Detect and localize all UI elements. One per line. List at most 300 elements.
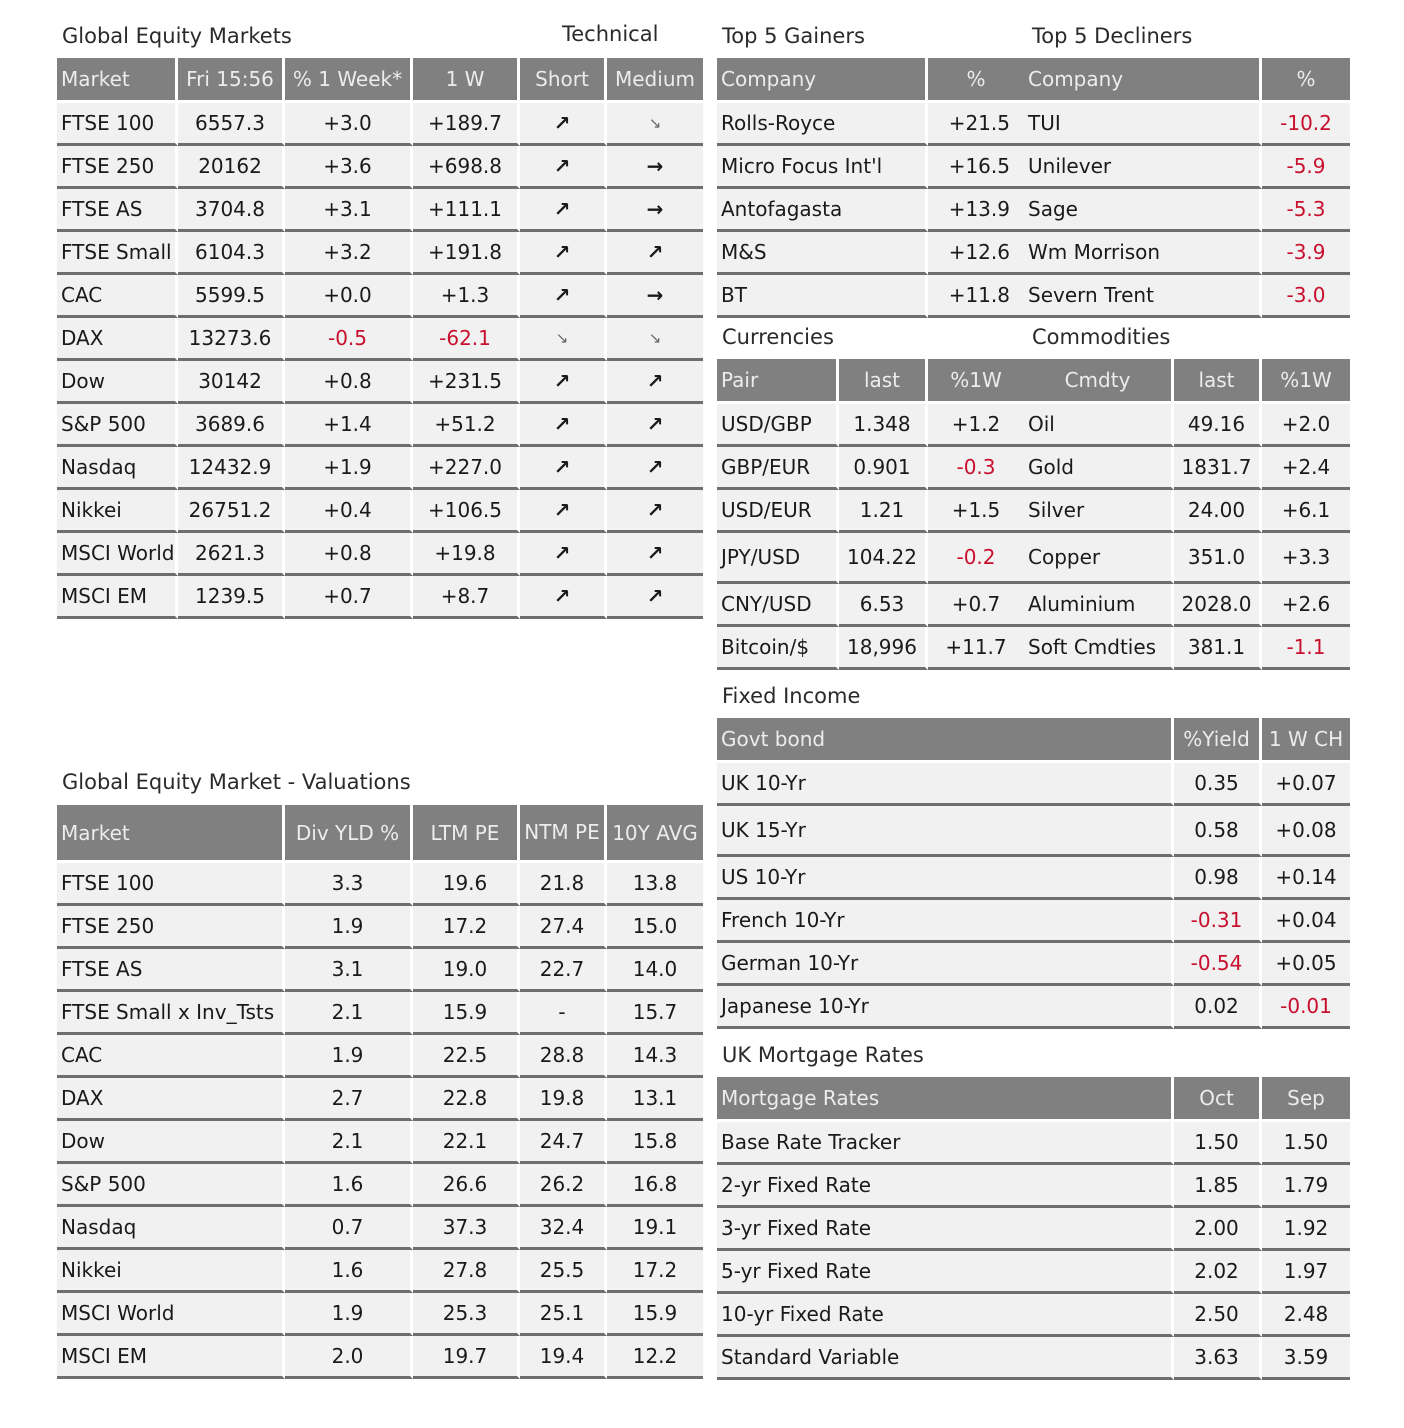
header-cmdty: Cmdty — [1024, 359, 1174, 404]
pct-week-cell: +1.9 — [285, 447, 413, 490]
market-name: Nikkei — [57, 1250, 285, 1293]
last-cell: 18,996 — [839, 627, 928, 670]
avg-10y-cell: 13.1 — [607, 1078, 703, 1121]
ltm-pe-cell: 17.2 — [413, 906, 520, 949]
table-row — [1024, 533, 1350, 584]
company-name: Unilever — [1024, 146, 1262, 189]
div-yld-cell: 3.1 — [285, 949, 413, 992]
avg-10y-cell: 15.8 — [607, 1121, 703, 1164]
sep-cell: 1.97 — [1262, 1251, 1350, 1294]
equity-table — [57, 58, 703, 619]
commodities-title: Commodities — [1032, 325, 1171, 349]
one-week-cell: +106.5 — [413, 490, 520, 533]
company-name: Severn Trent — [1024, 275, 1262, 318]
header-last: last — [839, 359, 928, 404]
commodity-name: Soft Cmdties — [1024, 627, 1174, 670]
short-trend-icon: ↘ — [520, 318, 607, 361]
ltm-pe-cell: 19.0 — [413, 949, 520, 992]
last-cell: 49.16 — [1174, 404, 1262, 447]
pct-cell: -5.3 — [1262, 189, 1350, 232]
table-row — [717, 490, 1024, 533]
one-week-cell: -62.1 — [413, 318, 520, 361]
last-cell: 1.348 — [839, 404, 928, 447]
market-name: CAC — [57, 1035, 285, 1078]
last-cell: 1.21 — [839, 490, 928, 533]
technical-title: Technical — [562, 22, 659, 46]
table-row — [717, 1251, 1350, 1294]
header-medium: Medium — [607, 58, 703, 103]
price-cell: 12432.9 — [178, 447, 285, 490]
bond-name: UK 15-Yr — [717, 806, 1174, 857]
pct-1w-cell: -1.1 — [1262, 627, 1350, 670]
decliners-table — [1024, 58, 1350, 318]
ntm-pe-cell: 22.7 — [520, 949, 607, 992]
header-1w-ch: 1 W CH — [1262, 718, 1350, 763]
avg-10y-cell: 12.2 — [607, 1336, 703, 1379]
table-row — [717, 146, 1024, 189]
pct-week-cell: +1.4 — [285, 404, 413, 447]
header-mortgage-rates: Mortgage Rates — [717, 1077, 1174, 1122]
table-row — [57, 404, 703, 447]
header-company: Company — [717, 58, 928, 103]
ltm-pe-cell: 26.6 — [413, 1164, 520, 1207]
table-row — [1024, 627, 1350, 670]
medium-trend-icon: ↗ — [607, 490, 703, 533]
commodity-name: Aluminium — [1024, 584, 1174, 627]
table-row — [57, 906, 703, 949]
yield-cell: -0.54 — [1174, 943, 1262, 986]
market-name: FTSE 100 — [57, 863, 285, 906]
market-name: CAC — [57, 275, 178, 318]
div-yld-cell: 1.6 — [285, 1250, 413, 1293]
currencies-title: Currencies — [722, 325, 834, 349]
header-div-yld: Div YLD % — [285, 805, 413, 863]
table-row — [717, 275, 1024, 318]
market-name: MSCI World — [57, 533, 178, 576]
table-row — [1024, 447, 1350, 490]
gainers-title: Top 5 Gainers — [722, 24, 865, 48]
medium-trend-icon: → — [607, 275, 703, 318]
header-1w: 1 W — [413, 58, 520, 103]
table-row — [717, 447, 1024, 490]
div-yld-cell: 3.3 — [285, 863, 413, 906]
pct-cell: -5.9 — [1262, 146, 1350, 189]
pct-cell: -10.2 — [1262, 103, 1350, 146]
ntm-pe-cell: 24.7 — [520, 1121, 607, 1164]
table-row — [57, 447, 703, 490]
market-name: MSCI EM — [57, 576, 178, 619]
pct-week-cell: +0.8 — [285, 533, 413, 576]
mortgage-title: UK Mortgage Rates — [722, 1043, 924, 1067]
market-name: DAX — [57, 318, 178, 361]
header-pct: % — [928, 58, 1024, 103]
market-name: FTSE Small x Inv_Tsts — [57, 992, 285, 1035]
one-week-change-cell: +0.08 — [1262, 806, 1350, 857]
avg-10y-cell: 16.8 — [607, 1164, 703, 1207]
commodity-name: Copper — [1024, 533, 1174, 584]
medium-trend-icon: ↗ — [607, 404, 703, 447]
market-name: Dow — [57, 1121, 285, 1164]
pct-1w-cell: +11.7 — [928, 627, 1024, 670]
mortgage-type: 3-yr Fixed Rate — [717, 1208, 1174, 1251]
market-name: Nasdaq — [57, 1207, 285, 1250]
short-trend-icon: ↗ — [520, 232, 607, 275]
oct-cell: 1.50 — [1174, 1122, 1262, 1165]
pair-name: Bitcoin/$ — [717, 627, 839, 670]
ltm-pe-cell: 15.9 — [413, 992, 520, 1035]
oct-cell: 2.00 — [1174, 1208, 1262, 1251]
table-row — [57, 275, 703, 318]
market-name: Dow — [57, 361, 178, 404]
currencies-table — [717, 359, 1024, 670]
one-week-cell: +111.1 — [413, 189, 520, 232]
avg-10y-cell: 17.2 — [607, 1250, 703, 1293]
ltm-pe-cell: 37.3 — [413, 1207, 520, 1250]
table-row — [717, 986, 1350, 1029]
oct-cell: 1.85 — [1174, 1165, 1262, 1208]
table-row — [717, 900, 1350, 943]
oct-cell: 3.63 — [1174, 1337, 1262, 1380]
pct-1w-cell: -0.3 — [928, 447, 1024, 490]
header-ntm-pe: NTM PE — [520, 805, 607, 863]
table-row — [57, 361, 703, 404]
one-week-cell: +231.5 — [413, 361, 520, 404]
avg-10y-cell: 19.1 — [607, 1207, 703, 1250]
table-row — [57, 863, 703, 906]
table-row — [57, 189, 703, 232]
one-week-cell: +191.8 — [413, 232, 520, 275]
avg-10y-cell: 13.8 — [607, 863, 703, 906]
pct-cell: +21.5 — [928, 103, 1024, 146]
short-trend-icon: ↗ — [520, 447, 607, 490]
bond-name: US 10-Yr — [717, 857, 1174, 900]
table-row — [57, 992, 703, 1035]
table-row — [57, 1164, 703, 1207]
sep-cell: 1.50 — [1262, 1122, 1350, 1165]
ltm-pe-cell: 19.7 — [413, 1336, 520, 1379]
div-yld-cell: 2.1 — [285, 1121, 413, 1164]
mortgage-type: 10-yr Fixed Rate — [717, 1294, 1174, 1337]
table-row — [717, 763, 1350, 806]
table-row — [717, 1122, 1350, 1165]
price-cell: 3689.6 — [178, 404, 285, 447]
pct-1w-cell: +1.5 — [928, 490, 1024, 533]
header-sep: Sep — [1262, 1077, 1350, 1122]
pct-1w-cell: +0.7 — [928, 584, 1024, 627]
medium-trend-icon: ↗ — [607, 533, 703, 576]
last-cell: 24.00 — [1174, 490, 1262, 533]
price-cell: 13273.6 — [178, 318, 285, 361]
company-name: Wm Morrison — [1024, 232, 1262, 275]
pct-1w-cell: -0.2 — [928, 533, 1024, 584]
table-row — [57, 1207, 703, 1250]
market-name: S&P 500 — [57, 404, 178, 447]
medium-trend-icon: → — [607, 146, 703, 189]
table-row — [1024, 146, 1350, 189]
one-week-cell: +227.0 — [413, 447, 520, 490]
last-cell: 2028.0 — [1174, 584, 1262, 627]
pair-name: CNY/USD — [717, 584, 839, 627]
commodities-table — [1024, 359, 1350, 670]
pct-week-cell: +0.7 — [285, 576, 413, 619]
medium-trend-icon: ↘ — [607, 318, 703, 361]
pct-week-cell: +3.0 — [285, 103, 413, 146]
header-market: Market — [57, 58, 178, 103]
market-name: FTSE 250 — [57, 146, 178, 189]
decliners-title: Top 5 Decliners — [1032, 24, 1193, 48]
short-trend-icon: ↗ — [520, 490, 607, 533]
one-week-cell: +189.7 — [413, 103, 520, 146]
table-row — [717, 533, 1024, 584]
one-week-cell: +51.2 — [413, 404, 520, 447]
avg-10y-cell: 15.9 — [607, 1293, 703, 1336]
commodity-name: Silver — [1024, 490, 1174, 533]
div-yld-cell: 2.7 — [285, 1078, 413, 1121]
pct-cell: -3.9 — [1262, 232, 1350, 275]
company-name: Micro Focus Int'l — [717, 146, 928, 189]
last-cell: 381.1 — [1174, 627, 1262, 670]
oct-cell: 2.50 — [1174, 1294, 1262, 1337]
pair-name: GBP/EUR — [717, 447, 839, 490]
table-row — [57, 1078, 703, 1121]
pct-cell: +16.5 — [928, 146, 1024, 189]
pct-cell: -3.0 — [1262, 275, 1350, 318]
table-row — [717, 857, 1350, 900]
pct-week-cell: +3.1 — [285, 189, 413, 232]
table-row — [717, 232, 1024, 275]
company-name: Rolls-Royce — [717, 103, 928, 146]
table-row — [57, 949, 703, 992]
medium-trend-icon: ↗ — [607, 232, 703, 275]
header-market: Market — [57, 805, 285, 863]
table-row — [717, 1294, 1350, 1337]
one-week-cell: +19.8 — [413, 533, 520, 576]
ntm-pe-cell: 28.8 — [520, 1035, 607, 1078]
short-trend-icon: ↗ — [520, 275, 607, 318]
ntm-pe-cell: 21.8 — [520, 863, 607, 906]
ntm-pe-cell: 25.5 — [520, 1250, 607, 1293]
mortgage-type: 2-yr Fixed Rate — [717, 1165, 1174, 1208]
sep-cell: 2.48 — [1262, 1294, 1350, 1337]
valuations-title: Global Equity Market - Valuations — [62, 770, 411, 794]
table-row — [57, 1336, 703, 1379]
pct-cell: +11.8 — [928, 275, 1024, 318]
table-row — [57, 490, 703, 533]
company-name: TUI — [1024, 103, 1262, 146]
ltm-pe-cell: 22.8 — [413, 1078, 520, 1121]
avg-10y-cell: 14.3 — [607, 1035, 703, 1078]
ntm-pe-cell: 26.2 — [520, 1164, 607, 1207]
table-row — [717, 1337, 1350, 1380]
table-row — [717, 189, 1024, 232]
pct-cell: +13.9 — [928, 189, 1024, 232]
commodity-name: Gold — [1024, 447, 1174, 490]
market-name: MSCI World — [57, 1293, 285, 1336]
oct-cell: 2.02 — [1174, 1251, 1262, 1294]
header-company: Company — [1024, 58, 1262, 103]
table-row — [57, 1035, 703, 1078]
ltm-pe-cell: 25.3 — [413, 1293, 520, 1336]
medium-trend-icon: ↗ — [607, 447, 703, 490]
table-row — [57, 1250, 703, 1293]
one-week-change-cell: +0.04 — [1262, 900, 1350, 943]
pct-1w-cell: +2.4 — [1262, 447, 1350, 490]
sep-cell: 1.79 — [1262, 1165, 1350, 1208]
pct-1w-cell: +3.3 — [1262, 533, 1350, 584]
gainers-table — [717, 58, 1024, 318]
table-row — [1024, 490, 1350, 533]
div-yld-cell: 2.0 — [285, 1336, 413, 1379]
ntm-pe-cell: 32.4 — [520, 1207, 607, 1250]
header-govt-bond: Govt bond — [717, 718, 1174, 763]
market-name: Nikkei — [57, 490, 178, 533]
market-name: FTSE 250 — [57, 906, 285, 949]
pair-name: JPY/USD — [717, 533, 839, 584]
valuations-table — [57, 805, 703, 1379]
ntm-pe-cell: 19.4 — [520, 1336, 607, 1379]
ntm-pe-cell: - — [520, 992, 607, 1035]
yield-cell: 0.02 — [1174, 986, 1262, 1029]
equity-title: Global Equity Markets — [62, 24, 292, 48]
one-week-cell: +8.7 — [413, 576, 520, 619]
short-trend-icon: ↗ — [520, 361, 607, 404]
div-yld-cell: 2.1 — [285, 992, 413, 1035]
ntm-pe-cell: 25.1 — [520, 1293, 607, 1336]
pct-week-cell: +3.6 — [285, 146, 413, 189]
table-row — [1024, 275, 1350, 318]
table-row — [1024, 232, 1350, 275]
table-row — [57, 318, 703, 361]
table-row — [1024, 103, 1350, 146]
commodity-name: Oil — [1024, 404, 1174, 447]
short-trend-icon: ↗ — [520, 404, 607, 447]
last-cell: 104.22 — [839, 533, 928, 584]
pct-1w-cell: +1.2 — [928, 404, 1024, 447]
short-trend-icon: ↗ — [520, 103, 607, 146]
price-cell: 3704.8 — [178, 189, 285, 232]
pct-1w-cell: +2.0 — [1262, 404, 1350, 447]
avg-10y-cell: 15.0 — [607, 906, 703, 949]
pct-week-cell: +0.8 — [285, 361, 413, 404]
medium-trend-icon: ↗ — [607, 576, 703, 619]
table-row — [57, 1293, 703, 1336]
price-cell: 20162 — [178, 146, 285, 189]
pair-name: USD/GBP — [717, 404, 839, 447]
header-short: Short — [520, 58, 607, 103]
short-trend-icon: ↗ — [520, 146, 607, 189]
table-row — [57, 576, 703, 619]
table-row — [57, 232, 703, 275]
table-row — [57, 1121, 703, 1164]
company-name: BT — [717, 275, 928, 318]
bond-name: UK 10-Yr — [717, 763, 1174, 806]
fixed-income-title: Fixed Income — [722, 684, 861, 708]
market-name: MSCI EM — [57, 1336, 285, 1379]
price-cell: 1239.5 — [178, 576, 285, 619]
yield-cell: -0.31 — [1174, 900, 1262, 943]
header-10y-avg: 10Y AVG — [607, 805, 703, 863]
fixed-income-table — [717, 718, 1350, 1029]
table-row — [57, 533, 703, 576]
last-cell: 6.53 — [839, 584, 928, 627]
table-row — [717, 627, 1024, 670]
one-week-change-cell: +0.05 — [1262, 943, 1350, 986]
sep-cell: 3.59 — [1262, 1337, 1350, 1380]
ntm-pe-cell: 27.4 — [520, 906, 607, 949]
table-row — [717, 584, 1024, 627]
yield-cell: 0.35 — [1174, 763, 1262, 806]
ltm-pe-cell: 19.6 — [413, 863, 520, 906]
div-yld-cell: 1.9 — [285, 1293, 413, 1336]
div-yld-cell: 1.9 — [285, 1035, 413, 1078]
table-row — [57, 146, 703, 189]
price-cell: 30142 — [178, 361, 285, 404]
one-week-cell: +698.8 — [413, 146, 520, 189]
header-ltm-pe: LTM PE — [413, 805, 520, 863]
ltm-pe-cell: 27.8 — [413, 1250, 520, 1293]
market-name: Nasdaq — [57, 447, 178, 490]
avg-10y-cell: 15.7 — [607, 992, 703, 1035]
table-row — [717, 1208, 1350, 1251]
pct-1w-cell: +2.6 — [1262, 584, 1350, 627]
pct-cell: +12.6 — [928, 232, 1024, 275]
price-cell: 2621.3 — [178, 533, 285, 576]
short-trend-icon: ↗ — [520, 576, 607, 619]
header-price: Fri 15:56 — [178, 58, 285, 103]
market-name: FTSE 100 — [57, 103, 178, 146]
ltm-pe-cell: 22.5 — [413, 1035, 520, 1078]
mortgage-type: Base Rate Tracker — [717, 1122, 1174, 1165]
one-week-change-cell: -0.01 — [1262, 986, 1350, 1029]
company-name: M&S — [717, 232, 928, 275]
div-yld-cell: 1.6 — [285, 1164, 413, 1207]
one-week-change-cell: +0.07 — [1262, 763, 1350, 806]
medium-trend-icon: → — [607, 189, 703, 232]
yield-cell: 0.58 — [1174, 806, 1262, 857]
short-trend-icon: ↗ — [520, 189, 607, 232]
price-cell: 5599.5 — [178, 275, 285, 318]
last-cell: 351.0 — [1174, 533, 1262, 584]
pct-week-cell: +0.4 — [285, 490, 413, 533]
table-row — [1024, 584, 1350, 627]
market-name: S&P 500 — [57, 1164, 285, 1207]
mortgage-table — [717, 1077, 1350, 1380]
pct-week-cell: +0.0 — [285, 275, 413, 318]
table-row — [717, 806, 1350, 857]
div-yld-cell: 0.7 — [285, 1207, 413, 1250]
header-pct: % — [1262, 58, 1350, 103]
header-pct-1w: %1W — [1262, 359, 1350, 404]
last-cell: 1831.7 — [1174, 447, 1262, 490]
price-cell: 6557.3 — [178, 103, 285, 146]
market-name: FTSE Small — [57, 232, 178, 275]
medium-trend-icon: ↗ — [607, 361, 703, 404]
avg-10y-cell: 14.0 — [607, 949, 703, 992]
medium-trend-icon: ↘ — [607, 103, 703, 146]
pair-name: USD/EUR — [717, 490, 839, 533]
header-pair: Pair — [717, 359, 839, 404]
market-name: DAX — [57, 1078, 285, 1121]
table-row — [717, 943, 1350, 986]
div-yld-cell: 1.9 — [285, 906, 413, 949]
table-row — [717, 404, 1024, 447]
ntm-pe-cell: 19.8 — [520, 1078, 607, 1121]
table-row — [1024, 404, 1350, 447]
table-row — [1024, 189, 1350, 232]
table-row — [717, 103, 1024, 146]
table-row — [717, 1165, 1350, 1208]
pct-week-cell: -0.5 — [285, 318, 413, 361]
